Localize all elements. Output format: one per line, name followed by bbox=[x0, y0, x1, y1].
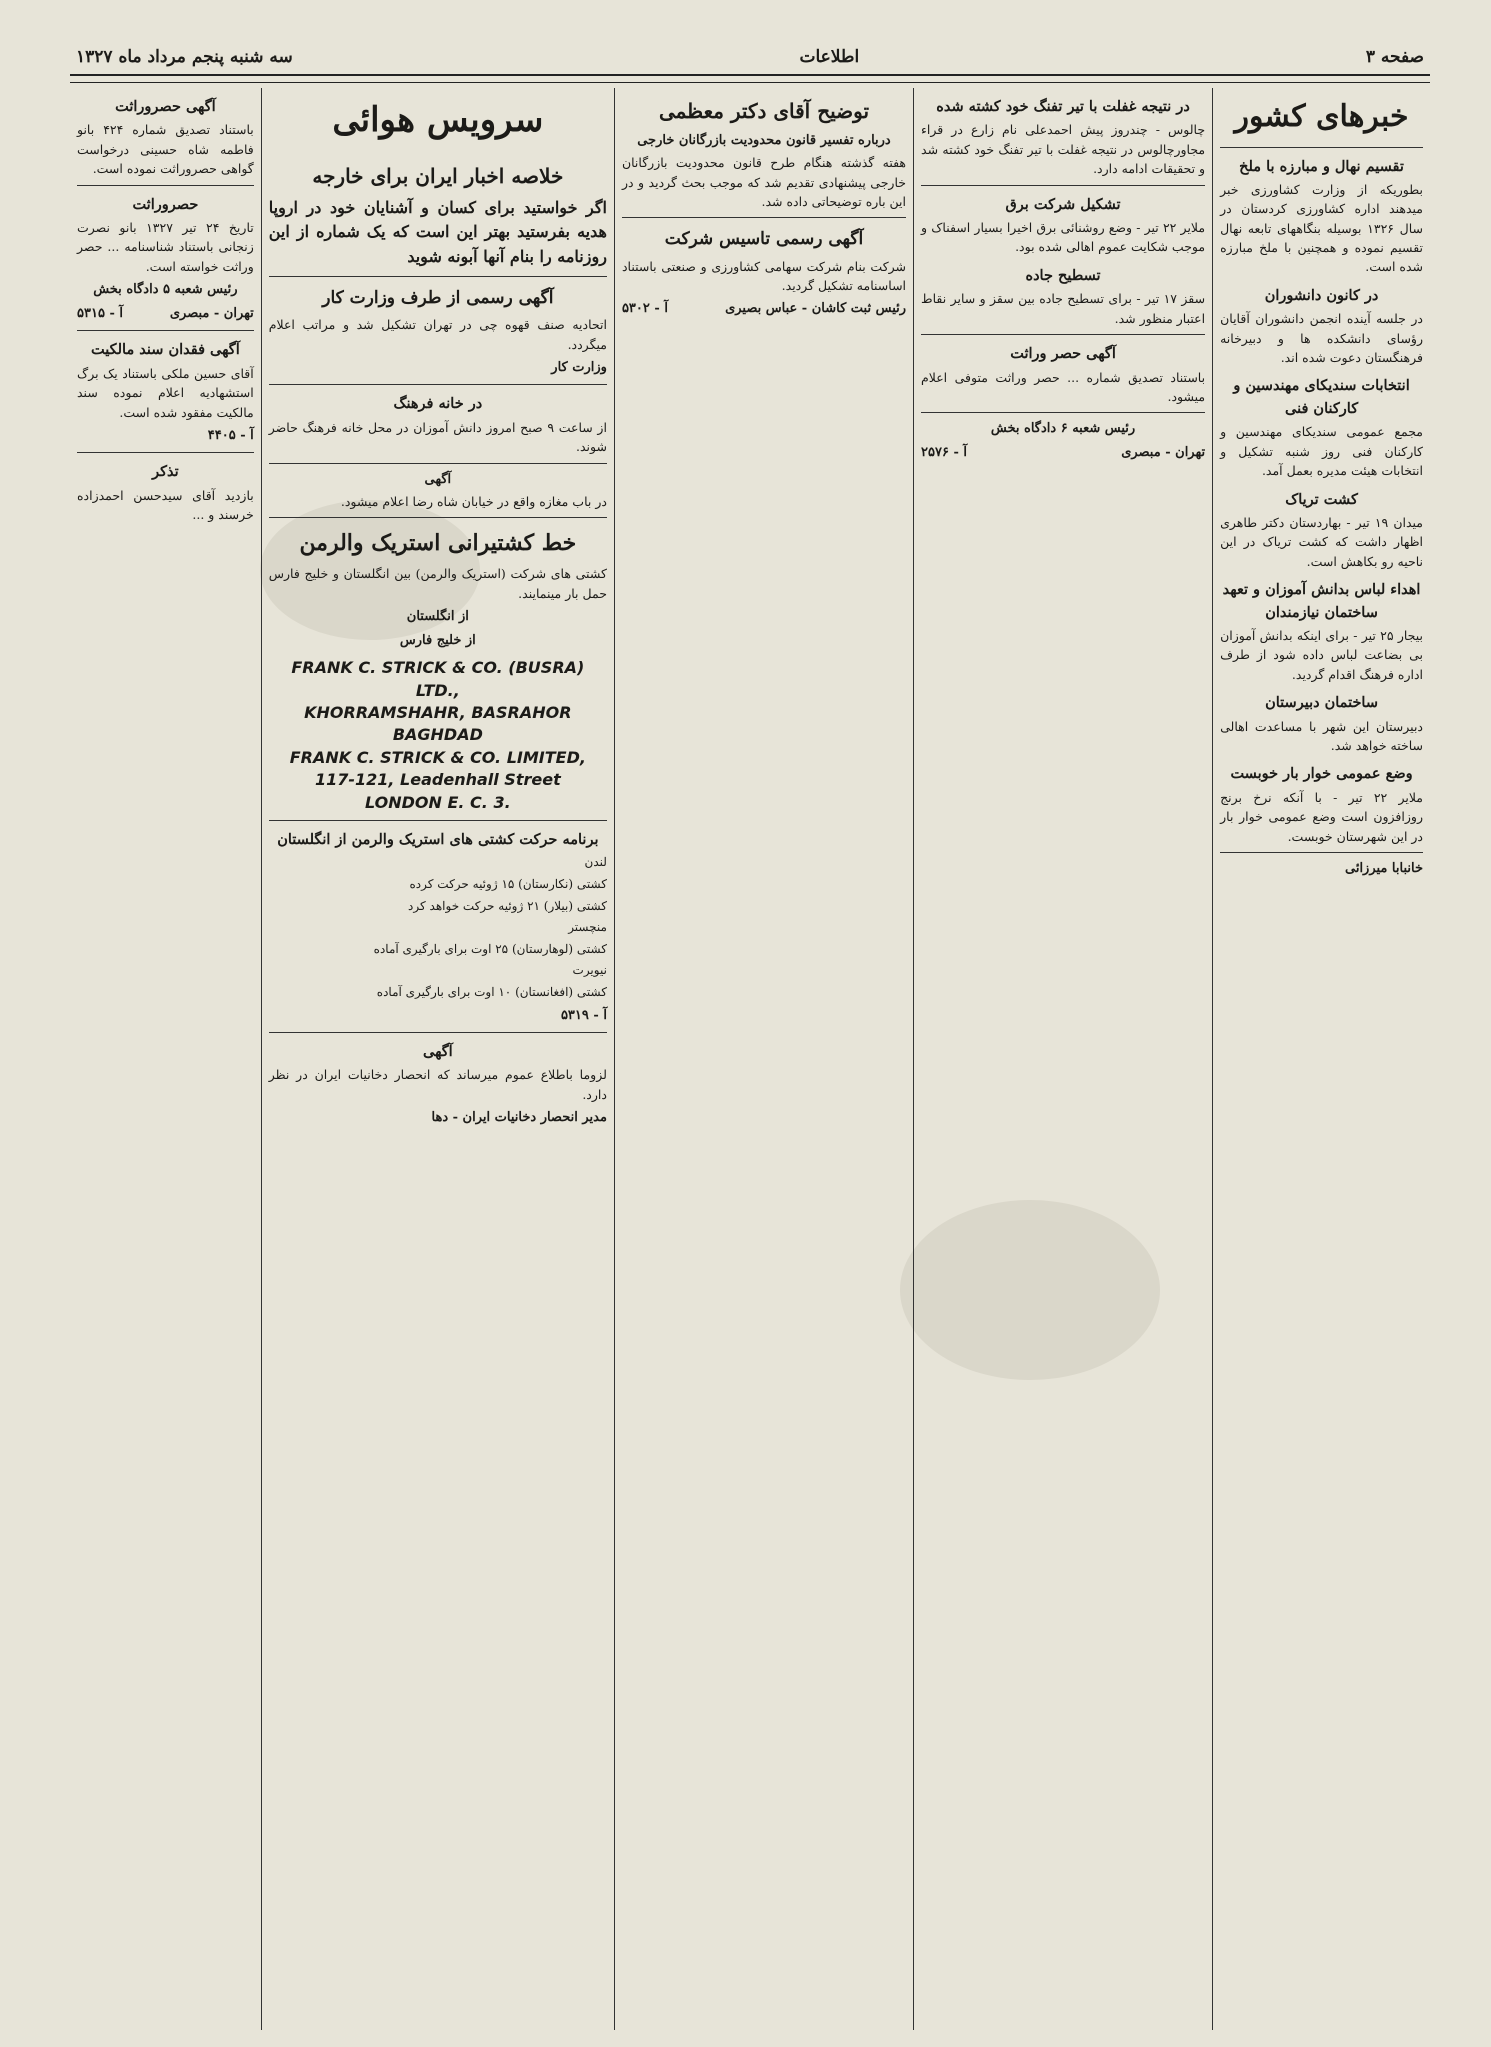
air-column bbox=[261, 88, 614, 2030]
shipping-line-title: خط کشتیرانی استریک والرمن bbox=[299, 530, 577, 557]
heirs-code: آ - ۵۳۱۵ bbox=[77, 306, 123, 322]
heirs-court-name: تهران - مبصری bbox=[169, 306, 254, 322]
english-address-line: FRANK C. STRICK & CO. (BUSRA) LTD., bbox=[291, 658, 585, 700]
news-item-body: بطوریکه از وزارت کشاورزی خبر میدهند اداره کشاورزی کردستان در سال ۱۳۲۶ بوسیله بنگاههای تابعه نهال تقسیم نموده و همچنین با ملخ مبارزه شده است. bbox=[1220, 181, 1423, 275]
news-item-body: ملایر ۲۲ تیر - با آنکه نرخ برنج روزافزون است وضع عمومی خوار بار در این شهرستان خوبست. bbox=[1220, 789, 1423, 844]
schedule-line: کشتی (لوهارستان) ۲۵ اوت برای بارگیری آماده bbox=[373, 941, 607, 956]
schedule-code: آ - ۵۳۱۹ bbox=[560, 1007, 607, 1023]
heirs-title-2: حصروراثت bbox=[132, 195, 199, 213]
misc-title-1: در نتیجه غفلت با تیر تفنگ خود کشته شده bbox=[936, 98, 1190, 115]
news-item-body: مجمع عمومی سندیکای مهندسین و کارکنان فنی روز شنبه تشکیل و انتخابات هیئت مدیره بعمل آمد. bbox=[1220, 424, 1423, 479]
air-title: سرویس هوائی bbox=[332, 100, 544, 140]
heirs-code-2: آ - ۴۴۰۵ bbox=[207, 428, 254, 444]
company-signer: رئیس ثبت کاشان - عباس بصیری bbox=[725, 301, 907, 317]
news-item-body: در جلسه آینده انجمن دانشوران آقایان رؤسای دانشکده ها و دبیرخانه فرهنگستان دعوت شده اند. bbox=[1220, 311, 1423, 366]
schedule-line: منچستر bbox=[568, 920, 607, 935]
misc-code: آ - ۲۵۷۶ bbox=[921, 445, 968, 461]
heirs-notice-body: باستناد تصدیق شماره ... حصر وراثت متوفی اعلام میشود. bbox=[921, 369, 1206, 404]
heirs-court: رئیس شعبه ۵ دادگاه بخش bbox=[93, 282, 238, 298]
schedule-line: کشتی (بیلار) ۲۱ ژوئیه حرکت خواهد کرد bbox=[408, 898, 607, 913]
misc-court-name: تهران - مبصری bbox=[1121, 445, 1206, 461]
news-column bbox=[1212, 88, 1430, 2030]
lost-deed-title: آگهی فقدان سند مالکیت bbox=[90, 341, 240, 359]
english-address-line: 117-121, Leadenhall Street bbox=[314, 770, 561, 790]
tobacco-body: لزوما باطلاع عموم میرساند که انحصار دخانیات ایران در نظر دارد. bbox=[268, 1067, 607, 1102]
schedule-line: کشتی (نکارستان) ۱۵ ژوئیه حرکت کرده bbox=[409, 876, 607, 891]
schedule-line: لندن bbox=[584, 855, 607, 870]
paper-name: اطلاعات bbox=[799, 47, 860, 67]
schedule-line: نیویرت bbox=[572, 963, 607, 978]
misc-title-3: تسطیح جاده bbox=[1025, 266, 1101, 284]
schedule-title: برنامه حرکت کشتی های استریک والرمن از انگلستان bbox=[277, 830, 599, 848]
heirs-body-1: باستناد تصدیق شماره ۴۲۴ بانو فاطمه شاه حسینی درخواست گواهی حصروراثت نموده است. bbox=[77, 122, 254, 177]
misc-body-2: ملایر ۲۲ تیر - وضع روشنائی برق اخیرا بسیار اسفناک و موجب شکایت عموم اهالی شده بود. bbox=[921, 220, 1206, 255]
news-item-heading: انتخابات سندیکای مهندسین و کارکنان فنی bbox=[1233, 377, 1410, 417]
lost-deed-body: آقای حسین ملکی باستناد یک برگ استشهادیه اعلام نموده سند مالکیت مفقود شده است. bbox=[77, 365, 254, 420]
heirs-title: آگهی حصروراثت bbox=[115, 98, 216, 115]
masthead bbox=[70, 40, 1430, 76]
tobacco-signer: مدیر انحصار دخانیات ایران - دها bbox=[431, 1109, 607, 1125]
english-address-line: FRANK C. STRICK & CO. LIMITED, bbox=[289, 747, 586, 767]
misc-title-2: تشکیل شرکت برق bbox=[1005, 195, 1121, 213]
news-item-heading: وضع عمومی خوار بار خوبست bbox=[1230, 765, 1413, 783]
schedule-list bbox=[269, 853, 607, 1001]
news-item-heading: اهداء لباس بدانش آموزان و تعهد ساختمان نیازمندان bbox=[1222, 581, 1421, 621]
reminder-title: تذکر bbox=[152, 463, 179, 481]
page-number: صفحه ۳ bbox=[1365, 47, 1424, 67]
news-item-heading: تقسیم نهال و مبارزه با ملخ bbox=[1239, 157, 1404, 175]
heirs-notice-title: آگهی حصر وراثت bbox=[1010, 345, 1116, 363]
misc-body-1: چالوس - چندروز پیش احمدعلی نام زارع در قراء مجاورچالوس در نتیجه غفلت با تیر تفنگ خود کشته شد و تحقیقات ادامه دارد. bbox=[921, 122, 1206, 177]
labor-ad-title: آگهی رسمی از طرف وزارت کار bbox=[322, 288, 554, 309]
newspaper-page bbox=[70, 40, 1430, 2030]
labor-ministry: وزارت کار bbox=[551, 360, 607, 376]
misc-court: رئیس شعبه ۶ دادگاه بخش bbox=[990, 421, 1136, 437]
news-item-body: دبیرستان این شهر با مساعدت اهالی ساخته خواهد شد. bbox=[1220, 718, 1423, 753]
labor-ad-body: اتحادیه صنف قهوه چی در تهران تشکیل شد و مراتب اعلام میگردد. bbox=[268, 317, 607, 352]
misc-column bbox=[913, 88, 1212, 2030]
company-code: آ - ۵۳۰۲ bbox=[621, 301, 668, 317]
shop-notice-title: آگهی bbox=[424, 471, 452, 487]
news-item-heading: در کانون دانشوران bbox=[1264, 286, 1379, 304]
motazedi-title: توضیح آقای دکتر معظمی bbox=[658, 99, 870, 123]
news-items bbox=[1220, 156, 1423, 846]
news-item-body: بیجار ۲۵ تیر - برای اینکه بدانش آموزان بی بضاعت لباس داده شود از طرف اداره فرهنگ اقدام گردید. bbox=[1220, 628, 1424, 682]
culture-body: از ساعت ۹ صبح امروز دانش آموزان در محل خانه فرهنگ حاضر شوند. bbox=[268, 419, 607, 455]
issue-date: سه شنبه پنجم مرداد ماه ۱۳۲۷ bbox=[76, 47, 293, 67]
motazedi-subtitle: درباره تفسیر قانون محدودیت بازرگانان خارجی bbox=[637, 133, 891, 148]
reminder-body: بازدید آقای سیدحسن احمدزاده خرسند و ... bbox=[77, 487, 254, 523]
english-address-line: LONDON E. C. 3. bbox=[365, 792, 511, 812]
news-signer: خانبابا میرزائی bbox=[1344, 860, 1423, 876]
misc-body-3: سقز ۱۷ تیر - برای تسطیح جاده بین سقز و سایر نقاط اعتبار منظور شد. bbox=[921, 291, 1206, 326]
from-gulf: از خلیج فارس bbox=[399, 633, 476, 649]
motazedi-column bbox=[614, 88, 913, 2030]
news-column-title: خبرهای کشور bbox=[1220, 94, 1423, 148]
english-address bbox=[269, 657, 607, 814]
air-subtitle: خلاصه اخبار ایران برای خارجه bbox=[312, 163, 564, 188]
shop-notice-body: در باب مغازه واقع در خیابان شاه رضا اعلام میشود. bbox=[340, 493, 607, 509]
schedule-line: کشتی (افغانستان) ۱۰ اوت برای بارگیری آماده bbox=[376, 984, 607, 999]
english-address-line: KHORRAMSHAHR, BASRAHOR BAGHDAD bbox=[304, 702, 572, 745]
news-item-heading: ساختمان دبیرستان bbox=[1265, 694, 1378, 712]
culture-title: در خانه فرهنگ bbox=[393, 395, 483, 413]
company-title: آگهی رسمی تاسیس شرکت bbox=[664, 229, 864, 250]
news-item-heading: کشت تریاک bbox=[1285, 490, 1358, 508]
air-lead: اگر خواستید برای کسان و آشنایان خود در اروپا هدیه بفرستید بهتر این است که یک شماره از این روزنامه را بنام آنها آبونه شوید bbox=[268, 197, 607, 267]
news-item-body: میدان ۱۹ تیر - بهاردستان دکتر طاهری اظهار داشت که کشت تریاک در این ناحیه رو بکاهش است. bbox=[1220, 514, 1423, 569]
tobacco-title: آگهی bbox=[422, 1042, 453, 1060]
motazedi-body: هفته گذشته هنگام طرح قانون محدودیت بازرگانان خارجی پیشنهادی تقدیم شد که موجب بحث گردید و در این باره توضیحاتی داده شد. bbox=[621, 155, 907, 209]
company-body: شرکت بنام شرکت سهامی کشاورزی و صنعتی باستناد اساسنامه تشکیل گردید. bbox=[621, 258, 907, 293]
from-england: از انگلستان bbox=[406, 608, 469, 624]
heirs-body-2: تاریخ ۲۴ تیر ۱۳۲۷ بانو نصرت زنجانی باستناد شناسنامه ... حصر وراثت خواسته است. bbox=[77, 220, 254, 274]
shipping-line-body: کشتی های شرکت (استریک والرمن) بین انگلستان و خلیج فارس حمل بار مینمایند. bbox=[268, 566, 607, 601]
heirs-column bbox=[70, 88, 261, 2030]
